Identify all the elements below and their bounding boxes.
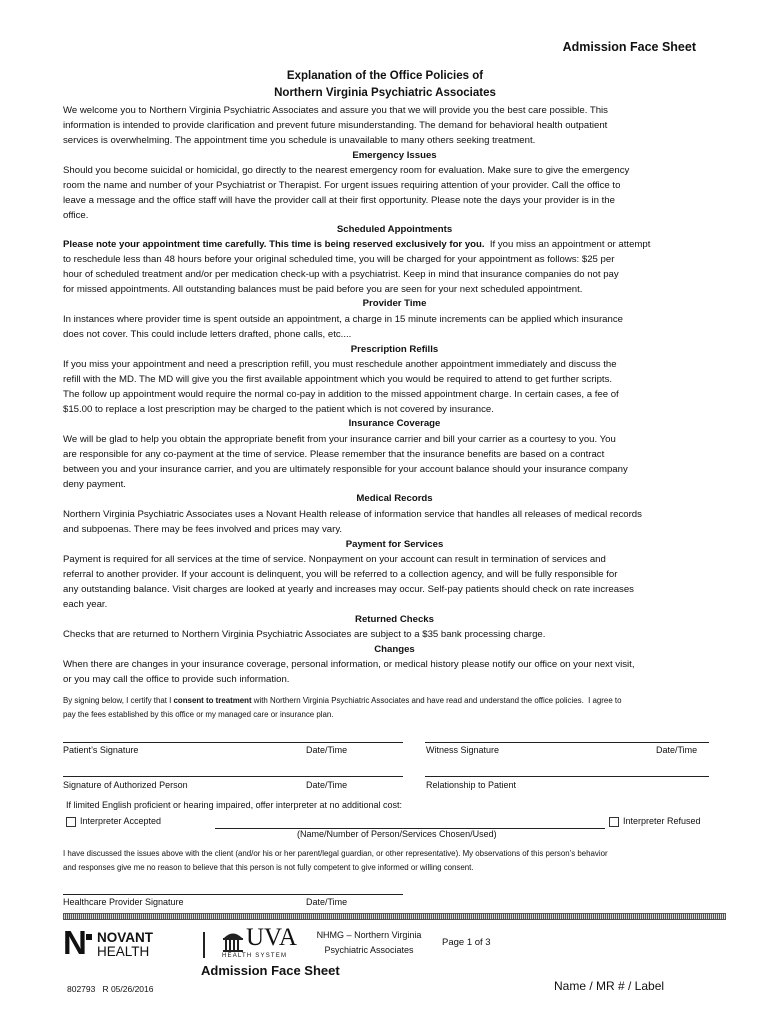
section-title-scheduled: Scheduled Appointments (336, 224, 453, 235)
provider-signature-label: Healthcare Provider Signature (63, 897, 184, 907)
emergency-paragraph: Should you become suicidal or homicidal, go directly to the nearest emergency room for evaluation. Make sure to give the emergency room the name and number of your Psychiatrist or Therapist. For urgent issues requiring attention of your provider. Call the office to leave a message and the office staff will have the provider call at their first opportunity. Please note the days your provider is in the office. (63, 165, 630, 222)
section-title-insurance: Insurance Coverage (348, 418, 441, 429)
refills-paragraph: If you miss your appointment and need a prescription refill, you must reschedule another appointment immediately and discuss the refill with the MD. The MD will give you the first available appointment which you would be required to attend to get further scripts. The follow up appointment would require the normal co-pay in addition to the missed appointment charge. In certain cases, a fee of $15.00 to replace a lost prescription may be charged to the patient which is not covered by insurance. (63, 359, 619, 416)
form-code: 802793 R 05/26/2016 (67, 984, 154, 994)
uva-health-system-logo (222, 925, 302, 965)
section-title-changes: Changes (374, 644, 415, 655)
patient-signature-label: Patient’s Signature (63, 745, 139, 755)
interpreter-caption: (Name/Number of Person/Services Chosen/Used) (297, 829, 497, 839)
insurance-paragraph: We will be glad to help you obtain the appropriate benefit from your insurance carrier and bill your carrier as a courtesy to you. You are responsible for any co-payment at the time of service. Please remember that the insurance benefits are based on a contract between you and your insurance carrier, and you are ultimately responsible for your account balance should your insurance company deny payment. (63, 434, 628, 491)
interpreter-refused-label: Interpreter Refused (623, 816, 701, 826)
novant-health-logo (63, 924, 188, 961)
section-title-provider-time: Provider Time (362, 298, 427, 309)
payment-paragraph: Payment is required for all services at the time of service. Nonpayment on your account can result in termination of services and referral to another provider. If your account is delinquent, you will be referred to a collection agency, and will be fully responsible for any outstanding balance. Visit charges are looked at yearly and increases may occur. Self-pay patients should check on rate increases each year. (63, 554, 634, 611)
intro-paragraph: We welcome you to Northern Virginia Psychiatric Associates and assure you that we will provide you the best care possible. This information is intended to provide clarification and prevent future misunderstanding. The demand for behavioral health outpatient services is overwhelming. The appointment time you schedule is unavailable to many others seeking treatment. (63, 105, 608, 147)
returned-paragraph: Checks that are returned to Northern Virginia Psychiatric Associates are subject to a $35 bank processing charge. (63, 629, 546, 640)
authorized-signature-label: Signature of Authorized Person (63, 780, 188, 790)
footer-sheet-title: Admission Face Sheet (201, 963, 340, 978)
changes-paragraph: When there are changes in your insurance coverage, personal information, or medical history please notify our office on your next visit, or you may call the office to provide such information. (63, 659, 635, 686)
provider-discussion-statement: I have discussed the issues above with the client (and/or his or her parent/legal guardian, or other representative). My observations of this person’s behavior and responses give me no reason to believe that this person is not fully competent to give informed or willing consent. (63, 849, 608, 872)
scheduled-paragraph: Please note your appointment time carefully. This time is being reserved exclusively for you. If you miss an appointment or attempt to reschedule less than 48 hours before your original scheduled time, you will be charged for your appointment as follows: $25 per hour of scheduled treatment and/or per medication check-up with a psychiatrist. Keep in mind that insurance companies do not pay for missed appointments. All outstanding balances must be paid before you are seen for your next scheduled appointment. (63, 239, 651, 296)
rotunda-icon (222, 929, 244, 953)
novant-n-mark: N (63, 924, 86, 961)
page-title-line2: Northern Virginia Psychiatric Associates (274, 87, 496, 99)
provider-signature-line[interactable] (63, 894, 403, 895)
novant-square-mark (86, 934, 92, 940)
section-title-refills: Prescription Refills (350, 344, 439, 355)
interpreter-accepted-label: Interpreter Accepted (80, 816, 162, 826)
section-title-returned: Returned Checks (355, 614, 434, 625)
relationship-line[interactable] (425, 776, 709, 777)
provider-date-time-label: Date/Time (306, 897, 348, 907)
patient-label-area: Name / MR # / Label (554, 979, 665, 993)
page-title-line1: Explanation of the Office Policies of (286, 70, 484, 82)
authorized-date-time-label: Date/Time (306, 780, 348, 790)
footer-divider (63, 913, 726, 920)
section-title-payment: Payment for Services (345, 539, 444, 550)
witness-signature-line[interactable] (425, 742, 709, 743)
records-paragraph: Northern Virginia Psychiatric Associates uses a Novant Health release of information service that handles all releases of medical records and subpoenas. There may be fees involved and prices may vary. (63, 509, 642, 536)
witness-signature-label: Witness Signature (426, 745, 500, 755)
authorized-signature-line[interactable] (63, 776, 403, 777)
witness-date-time-label: Date/Time (656, 745, 698, 755)
uva-wordmark: UVA (246, 924, 297, 951)
form-title: Admission Face Sheet (562, 40, 696, 54)
page-number: Page 1 of 3 (442, 937, 491, 948)
section-title-emergency: Emergency Issues (352, 150, 437, 161)
logo-divider (203, 932, 205, 958)
novant-text-line1: NOVANT (97, 930, 153, 945)
uva-subtitle: HEALTH SYSTEM (222, 953, 288, 959)
section-title-records: Medical Records (356, 493, 433, 504)
interpreter-note: If limited English proficient or hearing impaired, offer interpreter at no additional cost: (66, 800, 403, 810)
relationship-label: Relationship to Patient (426, 780, 517, 790)
interpreter-refused-checkbox[interactable] (609, 817, 619, 827)
org-name: NHMG – Northern Virginia Psychiatric Associates (316, 930, 422, 955)
interpreter-accepted-checkbox[interactable] (66, 817, 76, 827)
provider-time-paragraph: In instances where provider time is spent outside an appointment, a charge in 15 minute increments can be applied which insurance does not cover. This could include letters drafted, phone calls, etc.... (63, 314, 623, 341)
consent-statement: By signing below, I certify that I consent to treatment with Northern Virginia Psychiatric Associates and have read and understand the office policies. I agree to pay the fees established by this office or my managed care or insurance plan. (63, 696, 622, 719)
novant-text-line2: HEALTH (97, 944, 150, 959)
patient-date-time-label: Date/Time (306, 745, 348, 755)
patient-signature-line[interactable] (63, 742, 403, 743)
